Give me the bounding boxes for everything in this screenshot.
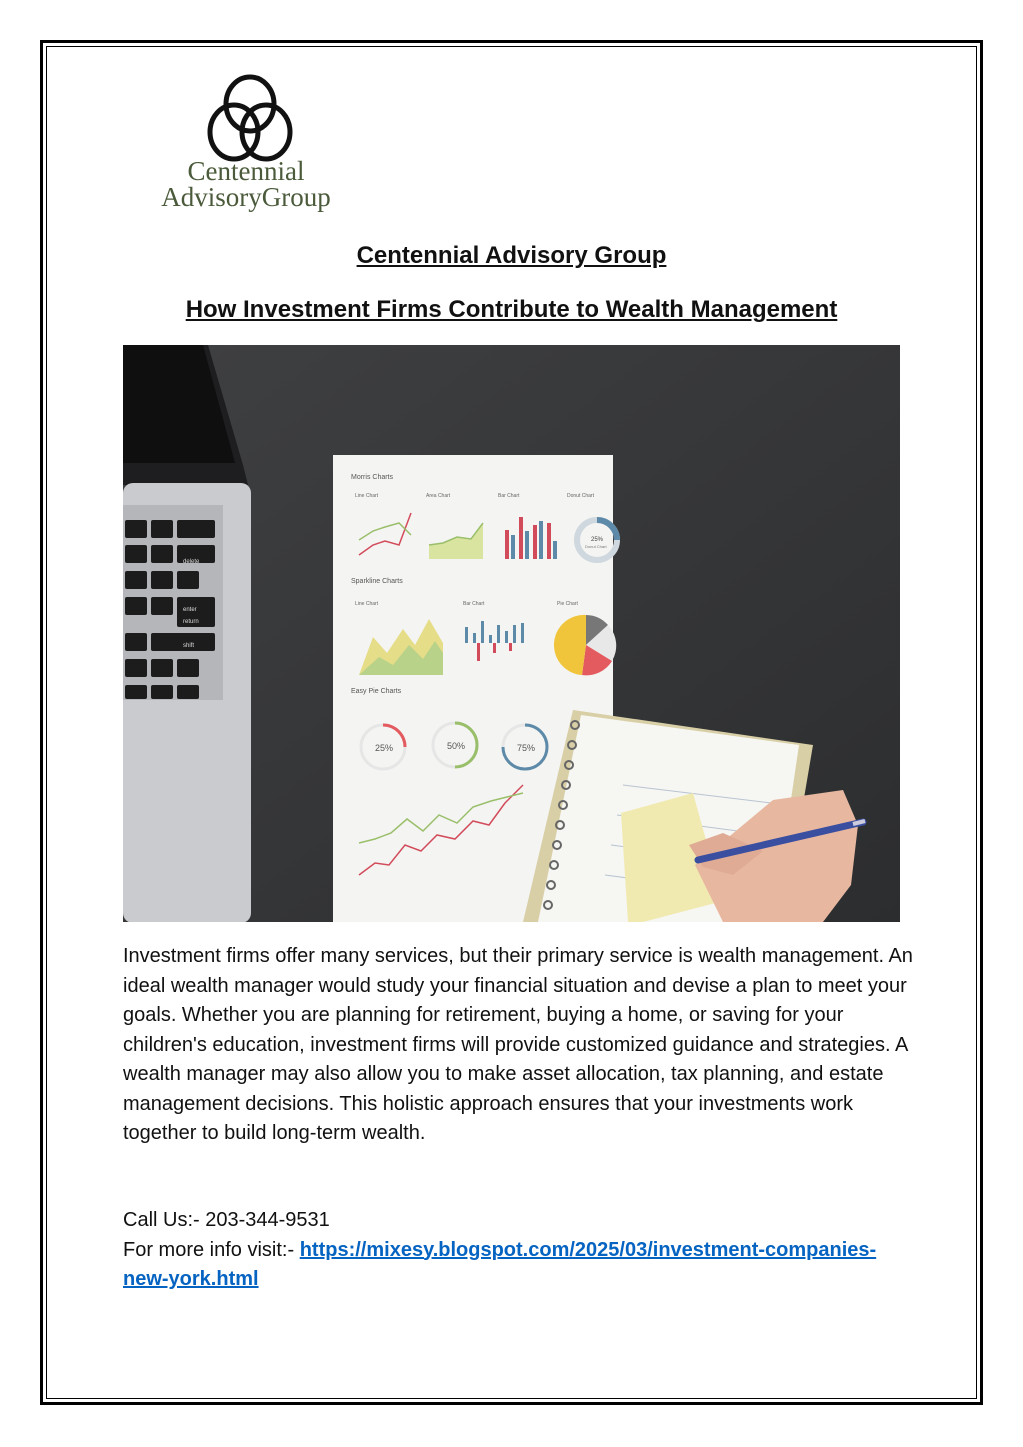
spark-label-bar: Bar Chart bbox=[463, 601, 485, 607]
phone-number: 203-344-9531 bbox=[205, 1209, 330, 1231]
company-logo bbox=[148, 74, 344, 214]
page-title: Centennial Advisory Group bbox=[356, 242, 667, 269]
visit-label: For more info visit:- bbox=[123, 1238, 300, 1261]
donut-value: 25% bbox=[591, 537, 604, 543]
gauge-75: 75% bbox=[517, 743, 536, 753]
key-label-enter: enter bbox=[183, 607, 197, 613]
article-photo bbox=[123, 345, 900, 922]
logo-text-line1: Centennial bbox=[187, 156, 305, 186]
gauge-25: 25% bbox=[375, 743, 394, 753]
key-label-delete: delete bbox=[183, 559, 200, 565]
mini-label-line: Line Chart bbox=[355, 493, 379, 499]
spark-label-pie: Pie Chart bbox=[557, 601, 578, 607]
article-paragraph: Investment firms offer many services, but their primary service is wealth management. An ideal wealth manager would study your financial situation and devise a plan to meet your goals. Whether you are planning for retirement, buying a home, or saving for your children's education, investment firms will provide customized guidance and strategies. A wealth manager may also allow you to make asset allocation, tax planning, and estate management decisions. This holistic approach ensures that your investments work together to build long-term wealth. bbox=[123, 945, 913, 1144]
info-link[interactable]: https://mixesy.blogspot.com/2025/03/investment-companies-new-york.html bbox=[123, 1238, 877, 1290]
spark-label-line: Line Chart bbox=[355, 601, 379, 607]
gauge-50: 50% bbox=[447, 741, 466, 751]
call-label: Call Us:- bbox=[123, 1209, 206, 1231]
call-line bbox=[123, 1206, 913, 1236]
mini-label-bar: Bar Chart bbox=[498, 493, 520, 499]
mini-label-donut: Donut Chart bbox=[567, 493, 594, 499]
pie-section-title: Easy Pie Charts bbox=[351, 688, 402, 695]
visit-line bbox=[123, 1236, 913, 1295]
key-label-shift: shift bbox=[183, 643, 195, 649]
key-label-return: return bbox=[183, 619, 199, 625]
page-subtitle: How Investment Firms Contribute to Wealth Management bbox=[185, 296, 838, 323]
laptop bbox=[123, 345, 251, 922]
contact-block bbox=[123, 1206, 913, 1295]
donut-sublabel: Donut Chart bbox=[585, 544, 607, 549]
trinity-knot-icon bbox=[148, 74, 344, 164]
logo-text-line2: AdvisoryGroup bbox=[161, 182, 331, 212]
printout-title: Morris Charts bbox=[351, 474, 394, 481]
sparkline-title: Sparkline Charts bbox=[351, 578, 403, 585]
mini-label-area: Area Chart bbox=[426, 493, 451, 499]
